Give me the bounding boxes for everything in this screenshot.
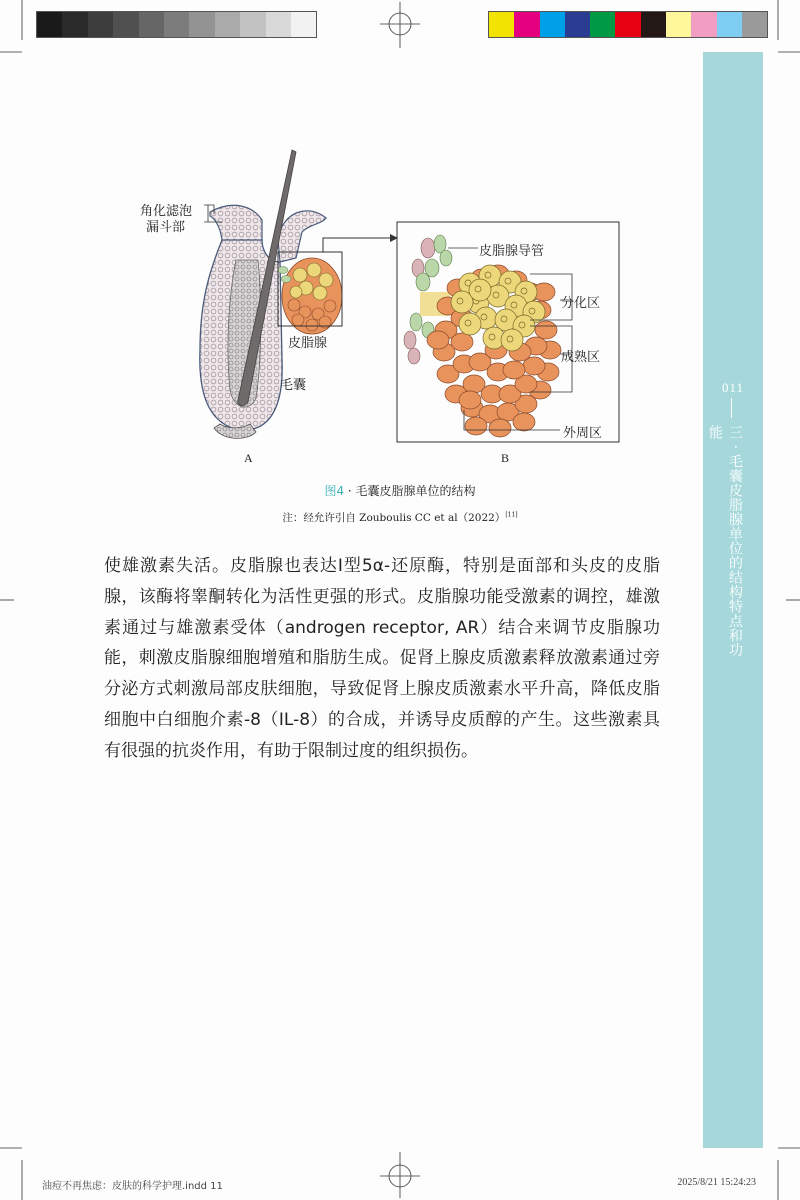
page-number: 011 xyxy=(721,380,745,395)
body-text xyxy=(104,551,660,767)
label-infundibulum-line1: 角化滤泡 xyxy=(140,204,193,219)
figure-hair-follicle-sebaceous-unit xyxy=(0,0,800,540)
peripheral-cell xyxy=(513,413,535,431)
footer-filename: 油痘不再焦虑：皮肤的科学护理.indd 11 xyxy=(42,1181,223,1192)
peripheral-cell xyxy=(535,321,557,339)
label-differentiation-zone: 分化区 xyxy=(561,296,601,311)
note-reference: [11] xyxy=(505,511,518,519)
caption-text: 毛囊皮脂腺单位的结构 xyxy=(355,484,476,498)
figure-illustration xyxy=(0,0,800,540)
small-sebaceous-gland xyxy=(278,258,342,334)
label-hair-follicle: 毛囊 xyxy=(280,378,307,393)
chapter-title: 三 · 毛囊皮脂腺单位的结构特点和功能 xyxy=(707,425,743,658)
peripheral-cell xyxy=(465,417,487,435)
label-infundibulum-line2: 漏斗部 xyxy=(146,220,186,235)
peripheral-cell xyxy=(427,331,449,349)
differentiated-cell xyxy=(459,313,481,335)
figure-note xyxy=(0,510,800,525)
label-duct: 皮脂腺导管 xyxy=(479,244,545,259)
differentiated-cell xyxy=(469,279,491,301)
caption-separator: · xyxy=(344,484,356,498)
figure-caption xyxy=(0,482,800,499)
note-text: 注：经允许引自 Zouboulis CC et al（2022） xyxy=(282,512,506,524)
peripheral-cell xyxy=(503,361,525,379)
label-sebaceous-gland: 皮脂腺 xyxy=(288,336,328,351)
peripheral-cell xyxy=(451,333,473,351)
figure-number: 图4 xyxy=(324,484,345,498)
panel-a-follicle xyxy=(200,150,398,438)
differentiated-cell xyxy=(501,329,523,351)
peripheral-cell xyxy=(489,419,511,437)
peripheral-cell xyxy=(459,391,481,409)
label-peripheral-zone: 外周区 xyxy=(563,426,603,441)
footer-timestamp: 2025/8/21 15:24:23 xyxy=(677,1177,756,1188)
panel-label-a: A xyxy=(244,451,253,465)
body-paragraph: 使雄激素失活。皮脂腺也表达Ⅰ型5α-还原酶，特别是面部和头皮的皮脂腺，该酶将睾酮转化为活性更强的形式。皮脂腺功能受激素的调控，雄激素通过与雄激素受体（androgen receptor, AR）结合来调节皮脂腺功能，刺激皮脂腺细胞增殖和脂肪生成。促肾上腺皮质激素释放激素通过旁分泌方式刺激局部皮肤细胞，导致促肾上腺皮质激素水平升高，降低皮脂细胞中白细胞介素-8（IL-8）的合成，并诱导皮质醇的产生。这些激素具有很强的抗炎作用，有助于限制过度的组织损伤。 xyxy=(104,556,660,761)
panel-label-b: B xyxy=(501,451,510,465)
label-maturation-zone: 成熟区 xyxy=(561,350,601,365)
